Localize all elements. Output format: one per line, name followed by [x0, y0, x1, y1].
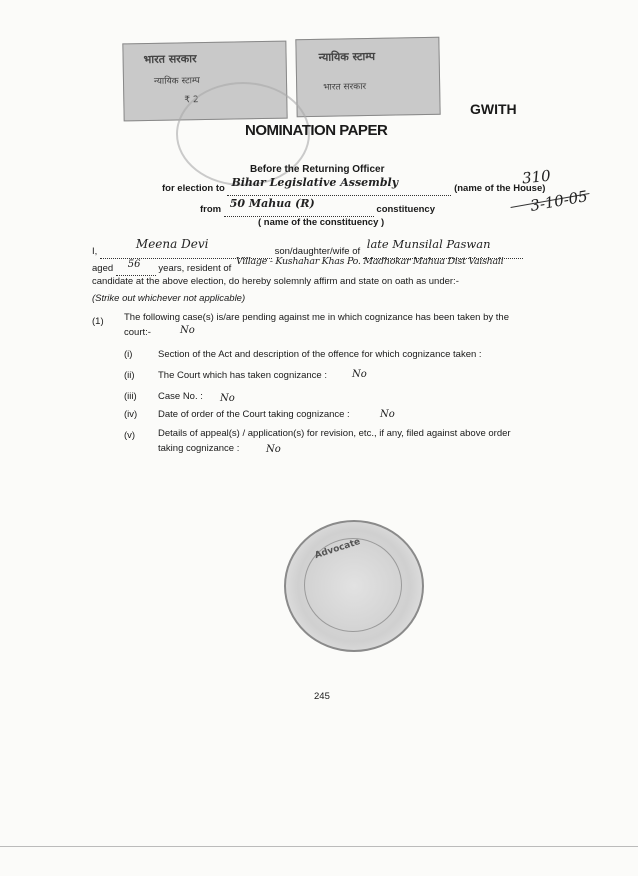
court-fee-stamp-right [295, 37, 440, 118]
from-line [200, 197, 436, 217]
declaration-line-2 [92, 256, 524, 276]
subitem-iv-answer: No [380, 409, 395, 420]
declaration-prefix: I, [92, 246, 98, 257]
from-prefix: from [200, 204, 222, 215]
strike-note: (Strike out whichever not applicable) [92, 293, 246, 304]
page-number: 245 [314, 691, 330, 702]
stamp-left-text-2: न्यायिक स्टाम्प [153, 76, 200, 87]
declaration-closing: candidate at the above election, do hereby solemnly affirm and state on oath as under:- [92, 276, 459, 287]
subitem-ii-answer: No [352, 369, 367, 380]
stamp-right-text-1: न्यायिक स्टाम्प [318, 49, 376, 64]
subitem-v-roman: (v) [124, 430, 136, 441]
from-field[interactable] [224, 197, 374, 217]
constituency-note: ( name of the constituency ) [258, 217, 385, 228]
advocate-seal [284, 520, 424, 652]
item-1-text-line2: court:- [124, 327, 151, 338]
from-value: 50 Mahua (R) [229, 197, 315, 210]
stamp-right-text-2: भारत सरकार [323, 82, 367, 93]
residence-value: Village - Kushahar Khas Po. Madhokar Mahua Dist Vaishali [235, 256, 504, 267]
aged-label: aged [92, 263, 114, 274]
page-title: NOMINATION PAPER [245, 122, 388, 139]
candidate-name-value: Meena Devi [135, 237, 209, 251]
subitem-v-text-line1: Details of appeal(s) / application(s) for revision, etc., if any, filed against above order [158, 428, 511, 439]
election-line [162, 176, 546, 196]
scan-edge-line [0, 846, 638, 847]
stamp-left-text-1: भारत सरकार [143, 52, 197, 67]
residence-field[interactable] [234, 256, 524, 275]
subitem-i-text: Section of the Act and description of the offence for which cognizance taken : [158, 349, 482, 360]
election-field[interactable] [227, 176, 451, 196]
advocate-seal-text: Advocate [313, 536, 362, 562]
margin-note-date: 3-10-05 [528, 187, 589, 215]
election-suffix: (name of the House) [454, 183, 546, 194]
subitem-v-text-line2: taking cognizance : [158, 443, 240, 454]
election-value: Bihar Legislative Assembly [231, 176, 399, 189]
title-fragment: GWITH [470, 101, 517, 117]
subitem-iii-answer: No [220, 393, 235, 404]
age-value: 56 [127, 259, 141, 270]
subitem-ii-roman: (ii) [124, 370, 135, 381]
subitem-ii-text: The Court which has taken cognizance : [158, 370, 327, 381]
subitem-i-roman: (i) [124, 349, 133, 360]
margin-note-number: 310 [521, 166, 552, 188]
subitem-iv-text: Date of order of the Court taking cognizance : [158, 409, 350, 420]
from-suffix: constituency [376, 204, 436, 215]
subitem-iii-text: Case No. : [158, 391, 203, 402]
item-1-number: (1) [92, 316, 104, 327]
subitem-iv-roman: (iv) [124, 409, 138, 420]
subitem-iii-roman: (iii) [124, 391, 137, 402]
stamp-left-text-3: ₹ 2 [184, 95, 199, 106]
item-1-text-line1: The following case(s) is/are pending against me in which cognizance has been taken by the [124, 312, 509, 323]
item-1-answer: No [180, 325, 195, 336]
age-field[interactable] [116, 259, 156, 276]
relation-label: son/daughter/wife of [274, 246, 361, 257]
before-returning-officer: Before the Returning Officer [250, 164, 385, 175]
election-prefix: for election to [162, 183, 225, 194]
subitem-v-answer: No [266, 444, 281, 455]
resident-label: years, resident of [158, 263, 232, 274]
relation-value: late Munsilal Paswan [366, 237, 491, 251]
